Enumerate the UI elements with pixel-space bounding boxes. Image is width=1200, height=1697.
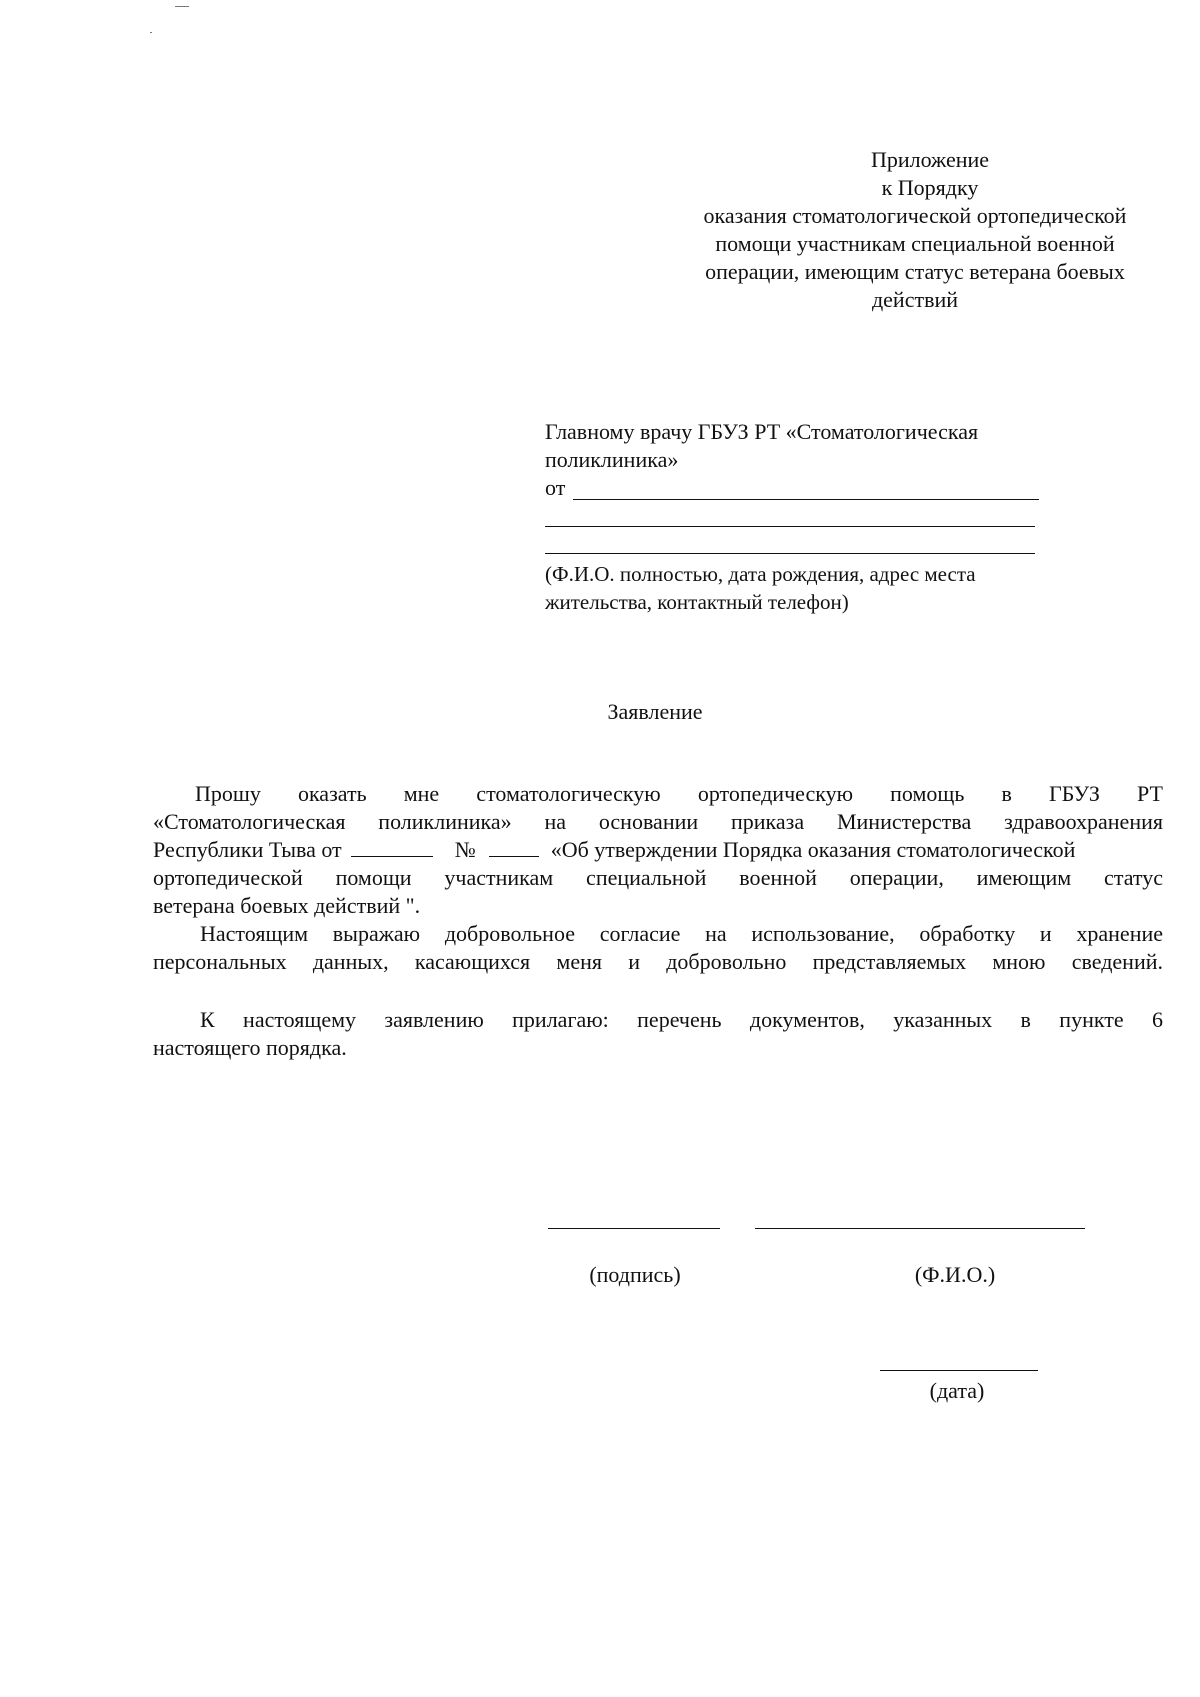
order-number-blank [489,838,539,857]
addressee-hint-line-1: (Ф.И.О. полностью, дата рождения, адрес места [545,562,976,586]
order-date-blank [351,838,433,857]
from-field-line-2 [545,526,1035,527]
paragraph-line: К настоящему заявлению прилагаю: перечень документов, указанных в пункте 6 [200,1007,1163,1032]
addressee-line-1: Главному врачу ГБУЗ РТ «Стоматологическая [545,419,979,444]
paragraph-line: ветерана боевых действий ". [153,893,421,918]
appendix-line-5: операции, имеющим статус ветерана боевых [705,259,1125,284]
number-sign: № [454,837,476,862]
appendix-line-3: оказания стоматологической ортопедической [703,203,1127,228]
paragraph-line: Настоящим выражаю добровольное согласие на использование, обработку и хранение [200,921,1163,946]
appendix-line-4: помощи участникам специальной военной [715,231,1115,256]
addressee-hint-line-2: жительства, контактный телефон) [545,590,849,614]
from-field-line-3 [545,553,1035,554]
date-line [880,1370,1038,1371]
from-label: от [545,475,566,500]
paragraph-request [153,780,1163,920]
date-label: (дата) [929,1378,985,1403]
appendix-block [680,146,1180,202]
paragraph-fragment: «Об утверждении Порядка оказания стоматологической [550,837,1076,862]
full-name-label: (Ф.И.О.) [914,1262,996,1287]
full-name-line [755,1228,1085,1229]
appendix-text [650,202,1180,314]
from-field-line-1 [573,499,1039,500]
addressee-line-2: поликлиника» [545,447,679,472]
paragraph-consent [153,920,1163,976]
paragraph-attachments [153,1006,1163,1062]
paragraph-line: Прошу оказать мне стоматологическую ортопедическую помощь в ГБУЗ РТ [195,781,1163,806]
appendix-line-1: Приложение [870,147,990,172]
paragraph-line: ортопедической помощи участникам специальной военной операции, имеющим статус [153,865,1163,890]
signature-line [548,1228,720,1229]
document-title: Заявление [607,699,703,724]
paragraph-line: «Стоматологическая поликлиника» на основании приказа Министерства здравоохранения [153,809,1163,834]
scan-artifact [150,32,152,33]
appendix-line-6: действий [871,287,959,312]
scan-artifact [175,6,189,7]
paragraph-line: настоящего порядка. [153,1035,347,1060]
appendix-line-2: к Порядку [881,175,979,200]
paragraph-line-with-blanks [153,836,1163,864]
signature-label: (подпись) [589,1262,681,1287]
paragraph-line: персональных данных, касающихся меня и добровольно представляемых мною сведений. [153,949,1163,974]
paragraph-fragment: Республики Тыва от [153,837,342,862]
